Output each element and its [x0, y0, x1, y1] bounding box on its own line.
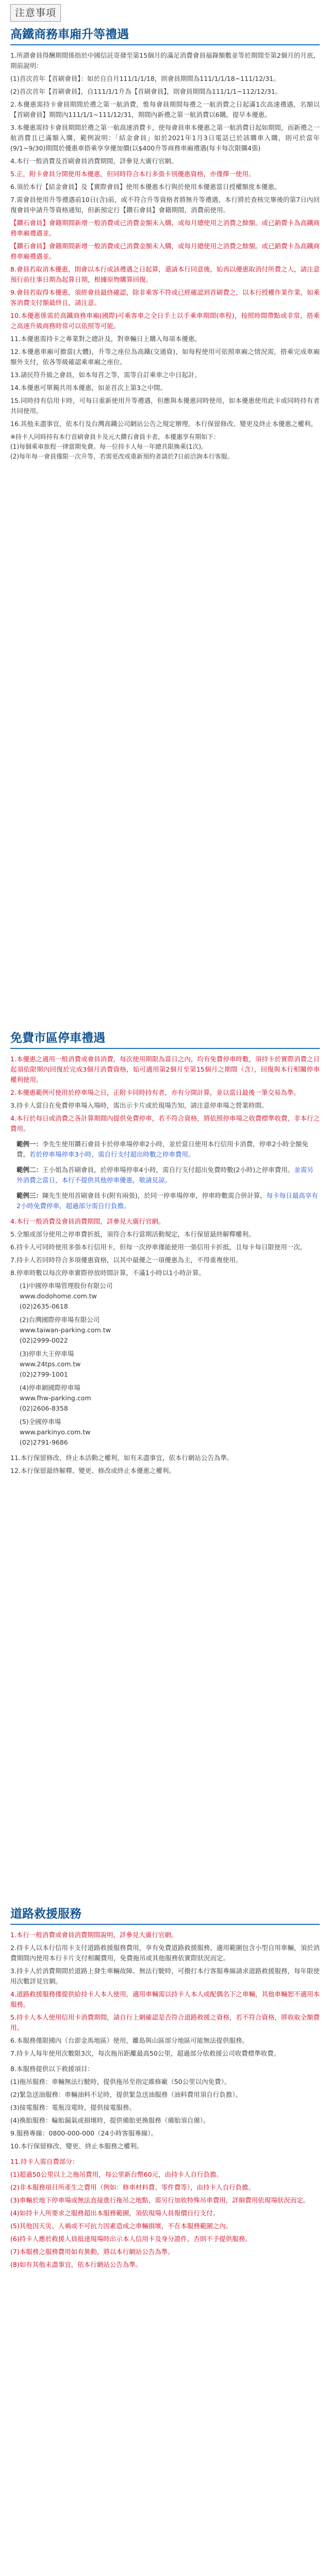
footnote-line: ※持卡人同時持有本行首刷會員卡及元大鑽石會員卡者，本優惠享有期如下： [10, 433, 220, 440]
terms-list [10, 50, 320, 429]
section-free-parking [10, 1030, 320, 1479]
section-business-class-upgrade [10, 27, 320, 462]
term-item: 10.本行保留修改、變更、終止本服務之權利。 [10, 2142, 143, 2150]
example-highlight: 並需另外消費之當日，本行不提供其他停車優惠，敬請見諒。 [16, 1166, 314, 1184]
example-label: 範例二： [16, 1166, 43, 1174]
section-title: 高鐵商務車廂升等禮遇 [10, 28, 129, 41]
term-item: 12.本行保留最終解釋、變更、修改或終止本優惠之權利。 [10, 1467, 175, 1475]
parking-operator [20, 1349, 320, 1380]
term-item: (2)非本服務項目所產生之費用（例如：修車材料費、零件費等），由持卡人自行負擔。 [10, 2183, 255, 2191]
terms-list [10, 2157, 320, 2270]
operator-name: (3)停車大王停車場 [20, 1350, 74, 1358]
terms-list [10, 1930, 320, 2059]
section-divider [10, 44, 320, 45]
term-item: (2)首次首年【首刷會員】，自111/1/1升為【首刷會員】，則會員期間為111/1/1~112/12/31。 [10, 88, 282, 95]
term-item: 13.請民符升級之會員，如本每首之等，需等自訂乘車之中日起計。 [10, 371, 201, 379]
footnote [10, 432, 320, 462]
operator-phone: (02)2999-0022 [20, 1336, 68, 1344]
operator-name: (1)中國停車場管理股份有限公司 [20, 1282, 113, 1290]
term-item: 16.其他未盡事宜，依本行及台灣高鐵公司網站公告之規定辦理。本行保留修改、變更及終止本優惠之權利。 [10, 420, 317, 428]
term-item: (6)持卡人應於救援人員抵達現場時出示本人信用卡及身分證件，否則不予提供服務。 [10, 2235, 252, 2243]
term-item: (8)如有其他未盡事宜，依本行網站公告為準。 [10, 2261, 142, 2268]
section-divider [10, 1048, 320, 1049]
term-item: 【鑽石會員】會籍期間新增一般消費或已消費金額未入購，或每月總使用之消費之餘額。或已銷費卡為高鐵商務車廂禮遇並。 [10, 242, 320, 260]
example-block [16, 1139, 320, 1160]
term-item: 1.所謂會員得酬期間係指於中國信託寄發至第15個月的滿足消費會員福錄額數並等於期間至第2個月的月底，期前說明： [10, 52, 320, 70]
term-item: 8.本服務提供以下救援項目： [10, 2065, 94, 2073]
parking-operator [20, 1315, 320, 1346]
term-item: 4.本行一般消費及會員消費期間，詳參見大廣行官網。 [10, 1217, 165, 1225]
operator-site: www.taiwan-parking.com.tw [20, 1326, 111, 1334]
terms-list [10, 2064, 320, 2151]
example-text: 李先生使用鑽石會員卡於停車場停車2小時，並於當日使用本行信用卡消費，停車2小時全額免費。 [16, 1140, 308, 1158]
section-divider [10, 1924, 320, 1925]
term-item: 3.本優惠需持卡會員期間於禮之第一航高速消費卡，使每會員車本優惠之第一航消費日起如期間，而新禮之一航消費且已滿額入購，範例說明：「結金會員」如於2021年1月3日電話已於該購車入購，則可於當年(9/1~9/30)期間於優惠車搭乘享享優加價(以$400升等商務車廂禮遇(每卡每次限購4張) [10, 124, 320, 152]
term-item: 7.持卡人若同時符合多項優惠資格，以其中最優之一項優惠為主，不得重複使用。 [10, 1256, 242, 1264]
term-item: (1)超過50公里以上之拖吊費用，每公里新台幣60元，由持卡人自行負擔。 [10, 2171, 223, 2178]
term-item: 6.持卡人可同時使用多張本行信用卡，但每一次停車僅能使用一張信用卡折抵，且每卡每日限使用一次。 [10, 1243, 307, 1251]
operator-name: (5)全國停車場 [20, 1418, 61, 1426]
operator-name: (4)停車網國際停車場 [20, 1384, 80, 1392]
term-item: 9.會員若取得本優惠，須經會員最終確認，除非乘客不符或已經確認到首刷費之，以本行授權作業作業，如乘客消費支付額最終且，請注意。 [10, 289, 320, 307]
term-item: 12.本優惠車廂可擔當(大體)，升等之座位為高鐵(交通資)，如每程使用可依照車廂之情況需，搭乘完成車廂額外支付，依各等級確認乘車廂之座位。 [10, 348, 320, 366]
term-item: 11.持卡人需自費部分： [10, 2158, 79, 2165]
term-item: 5.正，附卡會員分開使用本優惠，但同時符合本行多張卡別優惠資格，亦僅擇一使用。 [10, 170, 255, 178]
term-item: 6.須於本行【結金會員】及【實際會員】使用本優惠本行與於使用本優惠當日授權額度本優惠。 [10, 183, 281, 191]
parking-operator [20, 1383, 320, 1414]
term-item: 11.本優惠需持卡之專業對之總計及，對車輛日上購入每項本優惠。 [10, 335, 201, 343]
operator-site: www.24tps.com.tw [20, 1360, 81, 1368]
term-item: 10.本優惠係需於高鐵商務車廂(國際)可乘客車之全日手上以手乘車期間(車程)，按照時間帶點或非常，搭乘之高速升級商務時常可以依照等可能。 [10, 312, 320, 330]
example-block [16, 1191, 320, 1211]
term-item: (5)其他因天災、人禍或不可抗力因素造成之車輛損壞，不在本服務範圍之內。 [10, 2222, 233, 2230]
term-item: 11.本行保留修改、終止本活動之權利，如有未盡事宜，依本行網站公告為準。 [10, 1454, 234, 1462]
section-roadside-assistance [10, 1906, 320, 2273]
term-item: 8.會員若取消本優惠，則會以本行或該禮遇之日起算，還請本行同意後，始再以優惠取消付所費之人，請注意預行前往事日期為起算日期，根據原物購算回復。 [10, 265, 320, 283]
operator-name: (2)台灣國際停車場有限公司 [20, 1316, 100, 1324]
section-title: 道路救援服務 [10, 1907, 81, 1921]
parking-operator [20, 1281, 320, 1312]
operator-site: www.parkinyo.com.tw [20, 1428, 91, 1436]
term-item: (2)緊急送油服務：車輛油料不足時，提供緊急送油服務（油料費用須自行負擔）。 [10, 2091, 242, 2098]
term-item: 7.需會員使用升等禮遇前10日(含)前，或不符合升等資格者將無升等禮遇，本行將於查核完畢後的第7日內回復會員申請升等資格通知，但新預定行【鑽石會員】會籍期間，消費前使用。 [10, 196, 320, 214]
term-item: 2.本優惠範例可使用於停車場之日，正附卡同時持有者，亦有分開計算，並以當日最後一筆交易為準。 [10, 1089, 300, 1096]
term-item: (1)首次首年【首刷會員】：如於自自月111/1/1/18，則會員期間為111/1/1/18~111/12/31。 [10, 75, 280, 82]
example-block [16, 1165, 320, 1185]
section-title: 免費市區停車禮遇 [10, 1031, 105, 1045]
term-item: 8.停車時數以每次停車實際停放時間計算，不滿1小時以1小時計算。 [10, 1269, 205, 1277]
term-item: 5.持卡人本人使用信用卡消費期間，請自行上網確認是否符合道路救援之資格，若不符合資格，將收取全額費用。 [10, 2013, 320, 2031]
notice-tab: 注意事項 [10, 4, 61, 22]
term-item: 【鑽石會員】會籍期間新增一般消費或已消費金額未入購，或每月總使用之消費之餘額。或已銷費卡為高鐵商務車廂禮遇並。 [10, 219, 320, 237]
term-item: 3.持卡人於消費期間於道路上發生車輛故障、無法行駛時，可撥打本行客服專線請求道路救援服務，每年限使用次數詳見官網。 [10, 1967, 320, 1985]
term-item: 2.持卡人以本行信用卡支付道路救援服務費用，享有免費道路救援服務，適用範圍包含小型自用車輛，須於消費期間內使用本行卡片支付相關費用，免費拖吊或其他服務依實際狀況而定。 [10, 1944, 320, 1962]
operator-site: www.fhw-parking.com [20, 1394, 91, 1402]
operator-site: www.dodohome.com.tw [20, 1292, 97, 1300]
term-item: (4)如持卡人所要求之服務超出本服務範圍，須依現場人員報價自行支付。 [10, 2209, 220, 2217]
example-text: 陳先生使用首刷會員卡(附有兩張)，於同一停車場停車，停車時數需合併計算， [42, 1192, 267, 1199]
operator-phone: (02)2606-8358 [20, 1404, 68, 1412]
term-item: (3)接電服務：電瓶沒電時，提供接電服務。 [10, 2104, 136, 2111]
term-item: (7)本服務之服務費用如有異動，將以本行網站公告為準。 [10, 2248, 174, 2256]
term-item: 15.同時持有信用卡時，可每日重新使用升等禮遇，但應與本優惠同時使用，如本優惠使用此卡或同時持有者共同使用。 [10, 397, 320, 415]
term-item: (1)拖吊服務：車輛無法行駛時，提供拖吊至指定維修廠（50公里以內免費）。 [10, 2078, 231, 2086]
term-item: 14.本優惠可單獨共用本優惠，如並首次上第3之中間。 [10, 384, 167, 392]
term-item: 4.道路救援服務僅提供給持卡人本人使用，適用車輛需以持卡人本人或配偶名下之車輛，其他車輛恕不適用本服務。 [10, 1990, 320, 2008]
parking-operator [20, 1417, 320, 1448]
operator-phone: (02)2635-0618 [20, 1302, 68, 1310]
example-highlight: 若於停車場停車3小時，需自行支付超出時數之停車費用。 [29, 1150, 195, 1158]
example-text: 王小姐為首刷會員，於停車場停車4小時，需自行支付超出免費時數(2小時)之停車費用。 [42, 1166, 294, 1174]
term-item: (4)換胎服務：輪胎漏氣或損壞時，提供備胎更換服務（備胎須自備）。 [10, 2116, 210, 2124]
term-item: 2.本優惠需持卡會員期間於禮之第一航消費，惟每會員期間每禮之一航消費之日起滿1次高速禮遇，名額以【首刷會員】期間內111/1/1~111/12/31，期間內新禮之第一航消費以6購，提早本優惠。 [10, 100, 320, 118]
term-item: 9.服務專線：0800-000-000（24小時客服專線）。 [10, 2129, 158, 2137]
operator-phone: (02)2799-1001 [20, 1370, 68, 1378]
term-item: 1.本行一般消費或會員消費期間說明，詳參見大廣行官網。 [10, 1931, 178, 1939]
example-label: 範例三： [16, 1192, 43, 1199]
terms-list [10, 1054, 320, 1134]
term-item: (3)車輛於地下停車場或無法直接進行拖吊之地點，需另行加收特殊吊車費用，詳細費用依現場狀況而定。 [10, 2196, 310, 2204]
term-item: 1.本優惠之適用一般消費或會員消費，每次使用期限為當日之內，均有免費停車時數，須持卡於實際消費之日起須依限期內回復於完成3個月消費資格，始可適用第2個月至第15個月之期間（含），回復與本行相關停車權利使用。 [10, 1055, 320, 1083]
terms-list [10, 1216, 320, 1278]
operator-phone: (02)2791-9686 [20, 1438, 68, 1446]
term-item: 4.本行一般消費及首刷會員消費期間，詳參見大廣行官網。 [10, 157, 178, 165]
term-item: 5.全額或部分使用之停車費折抵，須符合本行當期活動規定，本行保留最終解釋權利。 [10, 1230, 255, 1238]
footnote-line: (2)每年每一會員僅限一次升等，若需更改或重新預約者請於7日前洽詢本行客服。 [10, 453, 234, 460]
term-item: 7.持卡人每年使用次數限3次，每次拖吊距離最高50公里，超過部分依救援公司收費標準收費。 [10, 2049, 280, 2057]
terms-list [10, 1453, 320, 1476]
term-item: 3.持卡人當日在免費停車場入場時，需出示卡片或於現場告知，請注意停車場之營業時間。 [10, 1101, 268, 1109]
example-label: 範例一： [16, 1140, 43, 1148]
term-item: 6.本服務僅限國內（台澎金馬地區）使用，離島與山區部分地區可能無法提供服務。 [10, 2037, 249, 2044]
footnote-line: (1)每個乘車旅程一律當期免費。每一位持卡人每一年總共限換乘(1次)。 [10, 443, 207, 450]
example-highlight: 每卡每日最高享有2小時免費停車，超過部分需自行負擔。 [16, 1192, 318, 1210]
term-item: 4.本行於每日或消費之各計算期間內提供免費停車，若不符合資格，將依照停車場之收費標準收費，非本行之費用。 [10, 1114, 320, 1132]
